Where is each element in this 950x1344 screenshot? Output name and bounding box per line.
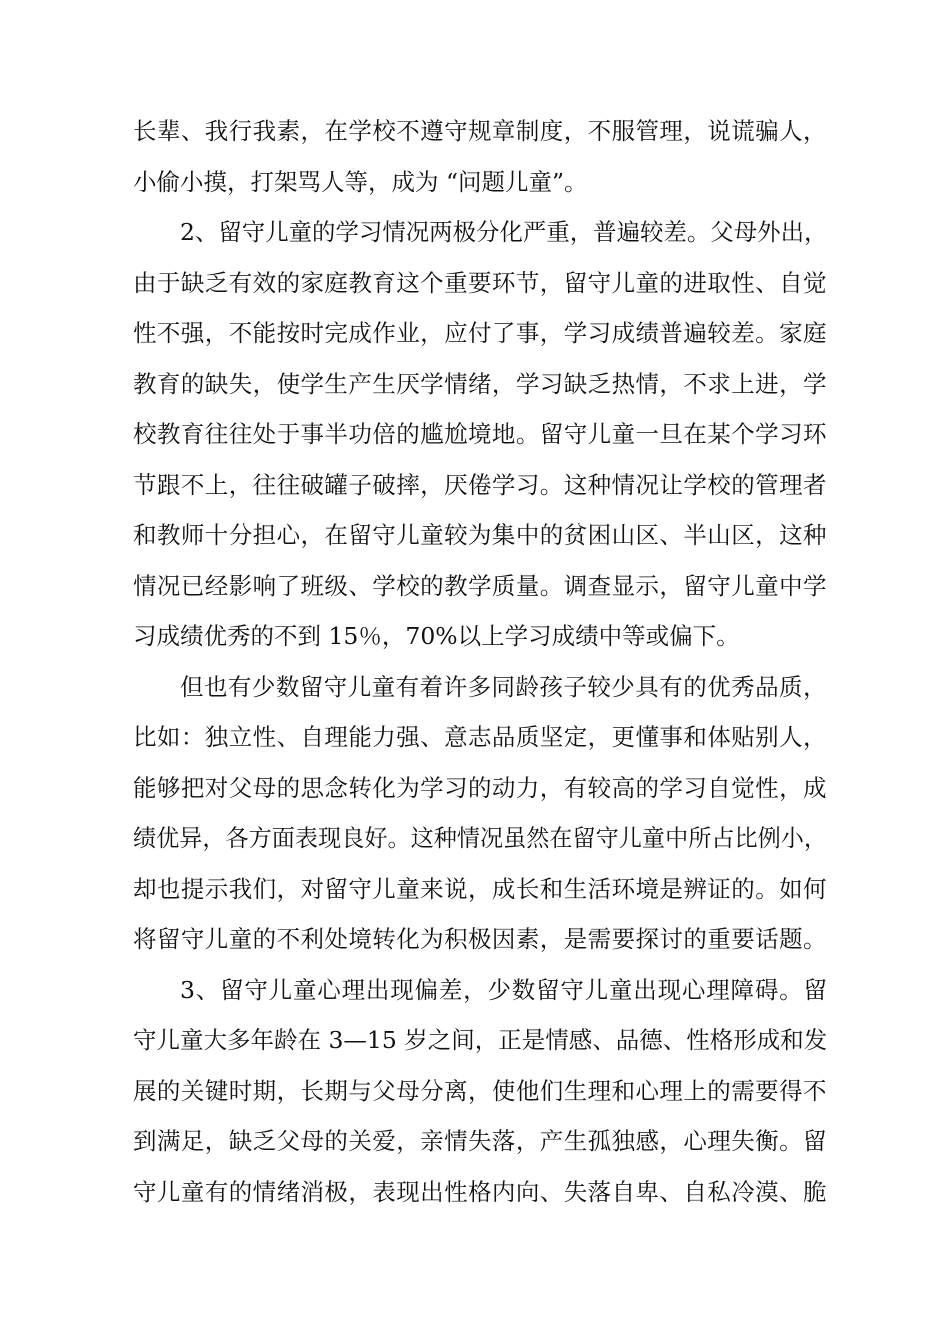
text-line <box>133 308 827 359</box>
text-line-content: 性不强，不能按时完成作业，应付了事，学习成绩普遍较差。家庭 <box>133 319 827 347</box>
text-line <box>133 611 827 662</box>
text-line <box>133 1167 827 1218</box>
paragraph-first-line <box>133 207 827 258</box>
text-line <box>133 359 827 410</box>
text-line-content: 长辈、我行我素，在学校不遵守规章制度，不服管理，说谎骗人， <box>133 117 827 145</box>
text-line-content: 由于缺乏有效的家庭教育这个重要环节，留守儿童的进取性、自觉 <box>133 268 827 297</box>
text-line-content: 到满足，缺乏父母的关爱，亲情失落，产生孤独感，心理失衡。留 <box>133 1127 827 1155</box>
paragraph-first-line <box>133 965 827 1016</box>
text-line <box>133 712 827 763</box>
text-line-content: 守儿童大多年龄在 3—15 岁之间，正是情感、品德、性格形成和发 <box>133 1026 828 1054</box>
text-line-content: 绩优异，各方面表现良好。这种情况虽然在留守儿童中所占比例小， <box>133 824 827 852</box>
text-line-content: 习成绩优秀的不到 15％，70%以上学习成绩中等或偏下。 <box>133 622 740 650</box>
text-line-content: 能够把对父母的思念转化为学习的动力，有较高的学习自觉性，成 <box>133 773 827 802</box>
text-line-content: 将留守儿童的不利处境转化为积极因素，是需要探讨的重要话题。 <box>133 925 827 953</box>
text-line-content: 校教育往往处于事半功倍的尴尬境地。留守儿童一旦在某个学习环 <box>133 420 827 448</box>
text-line <box>133 510 827 561</box>
text-line-content: 教育的缺失，使学生产生厌学情绪，学习缺乏热情，不求上进，学 <box>133 369 827 398</box>
text-line-content: 情况已经影响了班级、学校的教学质量。调查显示，留守儿童中学 <box>133 571 827 600</box>
text-line <box>133 1066 827 1117</box>
text-line-content: 节跟不上，往往破罐子破摔，厌倦学习。这种情况让学校的管理者 <box>133 470 827 499</box>
text-line-content: 小偷小摸，打架骂人等，成为 “问题儿童”。 <box>133 167 588 196</box>
text-line-content: 比如：独立性、自理能力强、意志品质坚定，更懂事和体贴别人， <box>133 723 827 751</box>
text-line <box>133 914 827 965</box>
text-line-content: 3、留守儿童心理出现偏差，少数留守儿童出现心理障碍。留 <box>180 975 828 1004</box>
text-line <box>133 1015 827 1066</box>
text-line <box>133 813 827 864</box>
body-text <box>133 106 827 1217</box>
text-line-content: 和教师十分担心，在留守儿童较为集中的贫困山区、半山区，这种 <box>133 521 827 549</box>
text-line <box>133 106 827 157</box>
paragraph-first-line <box>133 662 827 713</box>
text-line <box>133 258 827 309</box>
text-line <box>133 561 827 612</box>
text-line <box>133 1116 827 1167</box>
text-line-content: 守儿童有的情绪消极，表现出性格内向、失落自卑、自私冷漠、脆 <box>133 1177 827 1206</box>
text-line-content: 展的关键时期，长期与父母分离，使他们生理和心理上的需要得不 <box>133 1076 827 1105</box>
text-line-content: 却也提示我们，对留守儿童来说，成长和生活环境是辨证的。如何 <box>133 874 827 903</box>
text-line <box>133 864 827 915</box>
text-line <box>133 157 827 208</box>
text-line <box>133 763 827 814</box>
text-line-content: 但也有少数留守儿童有着许多同龄孩子较少具有的优秀品质， <box>180 672 827 701</box>
text-line-content: 2、留守儿童的学习情况两极分化严重，普遍较差。父母外出， <box>180 218 828 246</box>
text-line <box>133 409 827 460</box>
text-line <box>133 460 827 511</box>
